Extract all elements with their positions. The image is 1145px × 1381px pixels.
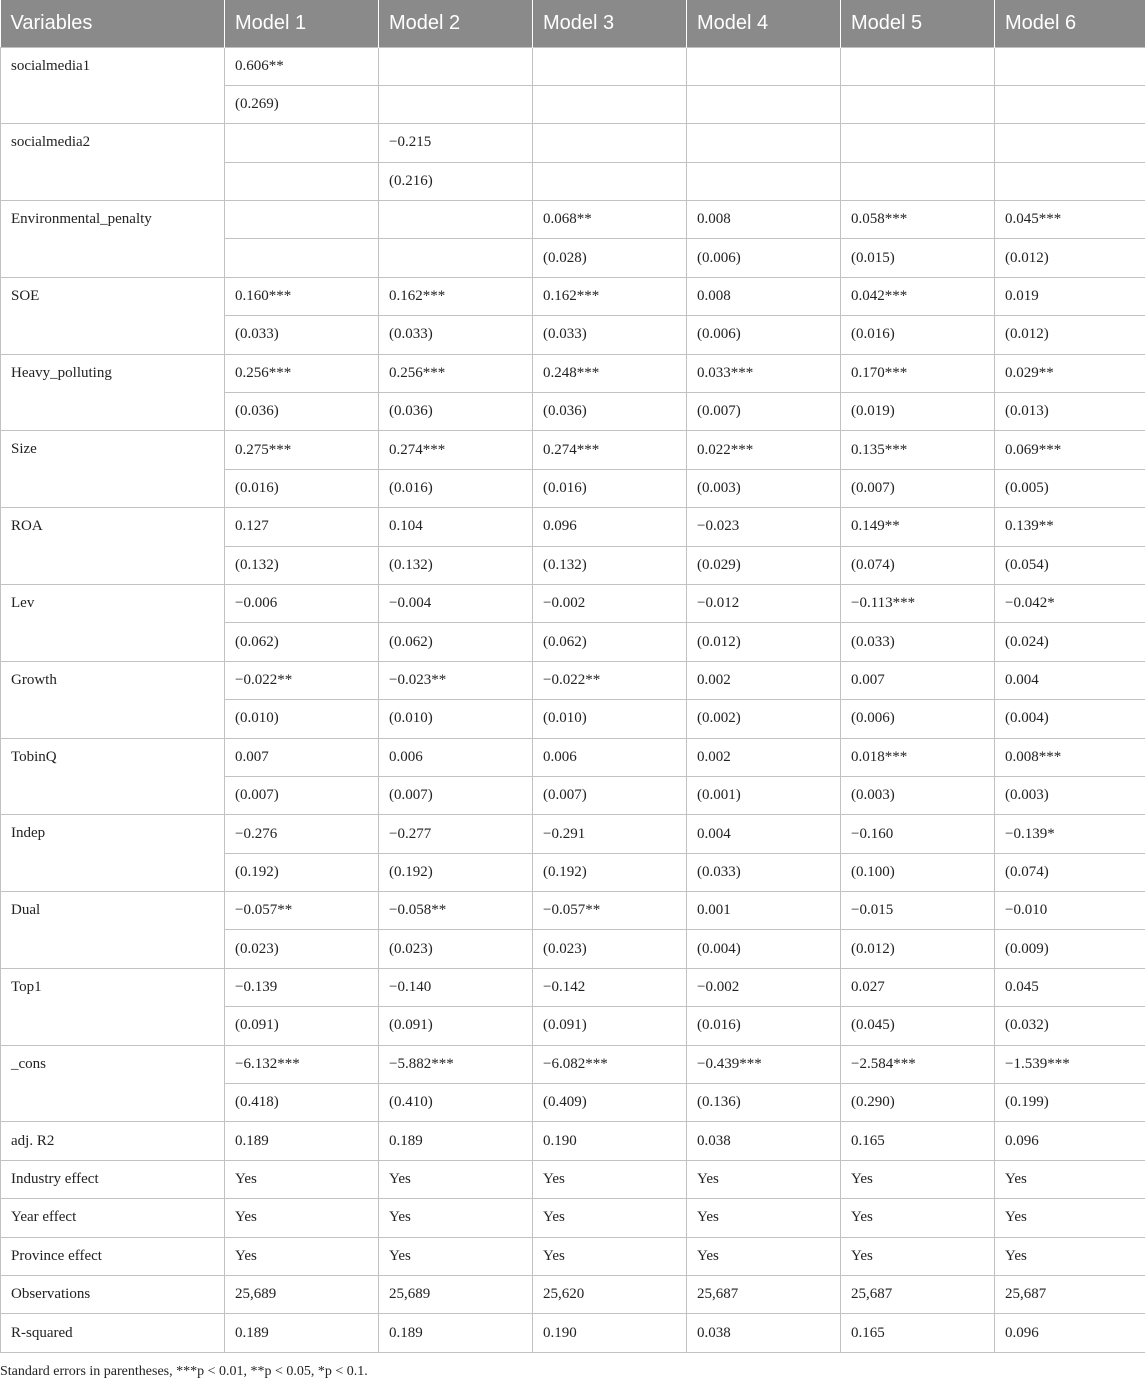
coef-cell: 0.029** <box>995 354 1145 392</box>
coef-cell: 0.149** <box>841 508 995 546</box>
coef-cell: −0.002 <box>687 968 841 1006</box>
coef-cell: 0.274*** <box>533 431 687 469</box>
coef-cell: −0.276 <box>225 815 379 853</box>
coef-cell: −0.139 <box>225 968 379 1006</box>
se-cell: (0.036) <box>533 393 687 431</box>
coef-cell: 0.042*** <box>841 277 995 315</box>
coef-cell: 0.004 <box>687 815 841 853</box>
coef-cell: 0.275*** <box>225 431 379 469</box>
stat-value-cell: 25,687 <box>687 1276 841 1314</box>
coef-cell: −0.057** <box>533 892 687 930</box>
coef-cell: 0.160*** <box>225 277 379 315</box>
table-body <box>1 47 1145 1352</box>
coef-cell: 0.127 <box>225 508 379 546</box>
table-header <box>1 0 1145 47</box>
coef-cell <box>379 201 533 239</box>
se-cell: (0.033) <box>533 316 687 354</box>
stat-value-cell: 0.165 <box>841 1122 995 1160</box>
stat-value-cell: Yes <box>841 1237 995 1275</box>
coef-cell <box>533 124 687 162</box>
stat-value-cell: Yes <box>841 1160 995 1198</box>
se-cell: (0.007) <box>225 776 379 814</box>
stat-value-cell: 25,689 <box>379 1276 533 1314</box>
se-cell: (0.192) <box>225 853 379 891</box>
coef-cell <box>225 124 379 162</box>
stat-value-cell: 25,687 <box>841 1276 995 1314</box>
stat-value-cell: Yes <box>533 1160 687 1198</box>
se-cell: (0.010) <box>379 700 533 738</box>
se-cell: (0.192) <box>379 853 533 891</box>
coef-cell: 0.256*** <box>379 354 533 392</box>
stat-value-cell: 0.096 <box>995 1314 1145 1352</box>
variable-name-cell: _cons <box>1 1045 225 1122</box>
coef-cell <box>687 124 841 162</box>
coef-cell: 0.004 <box>995 661 1145 699</box>
coef-cell: 0.006 <box>379 738 533 776</box>
coef-cell: −0.291 <box>533 815 687 853</box>
se-cell: (0.074) <box>995 853 1145 891</box>
se-cell: (0.132) <box>533 546 687 584</box>
variable-name-cell: Environmental_penalty <box>1 201 225 278</box>
stat-label-cell: adj. R2 <box>1 1122 225 1160</box>
stat-label-cell: Industry effect <box>1 1160 225 1198</box>
coef-cell: 0.058*** <box>841 201 995 239</box>
header-model-1: Model 1 <box>225 0 379 47</box>
stat-row <box>1 1160 1145 1198</box>
stat-value-cell: Yes <box>225 1160 379 1198</box>
se-cell: (0.062) <box>533 623 687 661</box>
se-cell: (0.003) <box>687 469 841 507</box>
coef-row <box>1 661 1145 699</box>
se-cell: (0.062) <box>379 623 533 661</box>
coef-cell: 0.002 <box>687 661 841 699</box>
se-cell: (0.032) <box>995 1007 1145 1045</box>
se-cell: (0.001) <box>687 776 841 814</box>
variable-name-cell: Growth <box>1 661 225 738</box>
se-cell: (0.024) <box>995 623 1145 661</box>
coef-cell: 0.274*** <box>379 431 533 469</box>
coef-cell: 0.033*** <box>687 354 841 392</box>
stat-value-cell: Yes <box>841 1199 995 1237</box>
se-cell: (0.091) <box>379 1007 533 1045</box>
table-footnote: Standard errors in parentheses, ***p < 0.01, **p < 0.05, *p < 0.1. <box>0 1364 368 1379</box>
coef-cell: −0.142 <box>533 968 687 1006</box>
coef-cell: −0.006 <box>225 584 379 622</box>
se-cell: (0.012) <box>995 316 1145 354</box>
stat-label-cell: R-squared <box>1 1314 225 1352</box>
stat-value-cell: 25,689 <box>225 1276 379 1314</box>
coef-cell: −0.012 <box>687 584 841 622</box>
header-variables: Variables <box>1 0 225 47</box>
variable-name-cell: Indep <box>1 815 225 892</box>
se-cell: (0.006) <box>687 239 841 277</box>
coef-cell <box>379 47 533 85</box>
coef-cell: 0.007 <box>841 661 995 699</box>
coef-row <box>1 815 1145 853</box>
stat-value-cell: 0.189 <box>379 1122 533 1160</box>
se-cell: (0.418) <box>225 1084 379 1122</box>
coef-row <box>1 738 1145 776</box>
se-cell: (0.007) <box>533 776 687 814</box>
coef-cell: 0.248*** <box>533 354 687 392</box>
coef-cell: −0.022** <box>225 661 379 699</box>
stat-value-cell: Yes <box>687 1199 841 1237</box>
stat-value-cell: 0.190 <box>533 1122 687 1160</box>
variable-name-cell: Lev <box>1 584 225 661</box>
coef-cell: 0.606** <box>225 47 379 85</box>
coef-cell <box>533 47 687 85</box>
coef-cell: 0.008*** <box>995 738 1145 776</box>
coef-cell: −0.023** <box>379 661 533 699</box>
coef-cell: 0.256*** <box>225 354 379 392</box>
coef-row <box>1 124 1145 162</box>
header-model-6: Model 6 <box>995 0 1145 47</box>
se-cell: (0.036) <box>225 393 379 431</box>
se-cell: (0.409) <box>533 1084 687 1122</box>
coef-cell: −6.082*** <box>533 1045 687 1083</box>
se-cell: (0.033) <box>379 316 533 354</box>
se-cell: (0.028) <box>533 239 687 277</box>
coef-cell: 0.008 <box>687 201 841 239</box>
se-cell: (0.003) <box>995 776 1145 814</box>
se-cell: (0.004) <box>687 930 841 968</box>
se-cell: (0.045) <box>841 1007 995 1045</box>
se-cell: (0.132) <box>225 546 379 584</box>
coef-cell: 0.006 <box>533 738 687 776</box>
variable-name-cell: TobinQ <box>1 738 225 815</box>
coef-cell <box>995 47 1145 85</box>
se-cell: (0.016) <box>841 316 995 354</box>
coef-cell: 0.068** <box>533 201 687 239</box>
se-cell <box>995 162 1145 200</box>
coef-row <box>1 968 1145 1006</box>
coef-row <box>1 508 1145 546</box>
stat-value-cell: Yes <box>687 1160 841 1198</box>
variable-name-cell: socialmedia1 <box>1 47 225 124</box>
coef-row <box>1 354 1145 392</box>
coef-cell: 0.162*** <box>379 277 533 315</box>
coef-row <box>1 431 1145 469</box>
coef-cell: 0.001 <box>687 892 841 930</box>
stat-value-cell: Yes <box>379 1237 533 1275</box>
coef-cell: 0.018*** <box>841 738 995 776</box>
stat-value-cell: Yes <box>379 1199 533 1237</box>
se-cell: (0.016) <box>687 1007 841 1045</box>
stat-value-cell: 25,687 <box>995 1276 1145 1314</box>
coef-cell: 0.135*** <box>841 431 995 469</box>
stat-row <box>1 1237 1145 1275</box>
coef-cell: −0.113*** <box>841 584 995 622</box>
stat-value-cell: 0.096 <box>995 1122 1145 1160</box>
se-cell: (0.010) <box>225 700 379 738</box>
se-cell: (0.012) <box>995 239 1145 277</box>
stat-value-cell: 0.038 <box>687 1122 841 1160</box>
se-cell: (0.002) <box>687 700 841 738</box>
se-cell: (0.033) <box>687 853 841 891</box>
se-cell: (0.016) <box>379 469 533 507</box>
se-cell: (0.029) <box>687 546 841 584</box>
se-cell: (0.009) <box>995 930 1145 968</box>
se-cell <box>379 85 533 123</box>
coef-cell: −0.058** <box>379 892 533 930</box>
se-cell: (0.192) <box>533 853 687 891</box>
coef-cell: 0.170*** <box>841 354 995 392</box>
coef-row <box>1 892 1145 930</box>
se-cell <box>225 162 379 200</box>
se-cell: (0.007) <box>687 393 841 431</box>
se-cell <box>379 239 533 277</box>
se-cell: (0.013) <box>995 393 1145 431</box>
stat-label-cell: Observations <box>1 1276 225 1314</box>
coef-cell <box>687 47 841 85</box>
stat-row <box>1 1314 1145 1352</box>
coef-cell: −0.277 <box>379 815 533 853</box>
coef-cell: 0.104 <box>379 508 533 546</box>
header-model-4: Model 4 <box>687 0 841 47</box>
coef-cell: 0.162*** <box>533 277 687 315</box>
coef-cell: −2.584*** <box>841 1045 995 1083</box>
se-cell: (0.019) <box>841 393 995 431</box>
se-cell: (0.016) <box>533 469 687 507</box>
coef-cell: 0.139** <box>995 508 1145 546</box>
coef-cell: −0.215 <box>379 124 533 162</box>
header-model-3: Model 3 <box>533 0 687 47</box>
coef-cell: −6.132*** <box>225 1045 379 1083</box>
se-cell: (0.036) <box>379 393 533 431</box>
coef-cell <box>995 124 1145 162</box>
stat-label-cell: Year effect <box>1 1199 225 1237</box>
se-cell <box>533 162 687 200</box>
se-cell: (0.016) <box>225 469 379 507</box>
se-cell: (0.015) <box>841 239 995 277</box>
se-cell <box>995 85 1145 123</box>
coef-cell <box>225 201 379 239</box>
se-cell: (0.023) <box>533 930 687 968</box>
se-cell: (0.006) <box>687 316 841 354</box>
stat-value-cell: Yes <box>379 1160 533 1198</box>
se-cell: (0.199) <box>995 1084 1145 1122</box>
se-cell: (0.003) <box>841 776 995 814</box>
coef-cell: 0.007 <box>225 738 379 776</box>
variable-name-cell: socialmedia2 <box>1 124 225 201</box>
stat-row <box>1 1122 1145 1160</box>
variable-name-cell: Heavy_polluting <box>1 354 225 431</box>
coef-row <box>1 1045 1145 1083</box>
coef-cell: −0.139* <box>995 815 1145 853</box>
stat-value-cell: 0.189 <box>225 1314 379 1352</box>
coef-cell: −5.882*** <box>379 1045 533 1083</box>
coef-row <box>1 584 1145 622</box>
se-cell: (0.290) <box>841 1084 995 1122</box>
stat-value-cell: Yes <box>995 1237 1145 1275</box>
coef-row <box>1 47 1145 85</box>
se-cell <box>841 162 995 200</box>
coef-cell: 0.027 <box>841 968 995 1006</box>
se-cell: (0.410) <box>379 1084 533 1122</box>
coef-row <box>1 201 1145 239</box>
stat-value-cell: Yes <box>995 1160 1145 1198</box>
se-cell: (0.269) <box>225 85 379 123</box>
stat-value-cell: 0.190 <box>533 1314 687 1352</box>
stat-value-cell: 0.165 <box>841 1314 995 1352</box>
coef-cell: 0.019 <box>995 277 1145 315</box>
se-cell: (0.132) <box>379 546 533 584</box>
se-cell <box>533 85 687 123</box>
coef-cell: 0.096 <box>533 508 687 546</box>
variable-name-cell: ROA <box>1 508 225 585</box>
coef-cell: −0.042* <box>995 584 1145 622</box>
coef-cell: −0.439*** <box>687 1045 841 1083</box>
header-row <box>1 0 1145 47</box>
se-cell: (0.136) <box>687 1084 841 1122</box>
header-model-5: Model 5 <box>841 0 995 47</box>
coef-cell: 0.022*** <box>687 431 841 469</box>
stat-value-cell: 0.189 <box>379 1314 533 1352</box>
coef-row <box>1 277 1145 315</box>
coef-cell: −0.057** <box>225 892 379 930</box>
se-cell <box>687 85 841 123</box>
stat-value-cell: Yes <box>225 1237 379 1275</box>
se-cell: (0.074) <box>841 546 995 584</box>
se-cell: (0.010) <box>533 700 687 738</box>
se-cell: (0.091) <box>533 1007 687 1045</box>
stat-value-cell: Yes <box>687 1237 841 1275</box>
se-cell: (0.004) <box>995 700 1145 738</box>
coef-cell: 0.002 <box>687 738 841 776</box>
variable-name-cell: Dual <box>1 892 225 969</box>
se-cell <box>687 162 841 200</box>
coef-cell: −0.022** <box>533 661 687 699</box>
stat-value-cell: 0.038 <box>687 1314 841 1352</box>
se-cell: (0.012) <box>841 930 995 968</box>
coef-cell: −0.002 <box>533 584 687 622</box>
coef-cell: −0.015 <box>841 892 995 930</box>
se-cell: (0.007) <box>379 776 533 814</box>
variable-name-cell: Size <box>1 431 225 508</box>
coef-cell: −0.140 <box>379 968 533 1006</box>
se-cell: (0.033) <box>841 623 995 661</box>
stat-value-cell: 0.189 <box>225 1122 379 1160</box>
se-cell: (0.023) <box>225 930 379 968</box>
se-cell: (0.012) <box>687 623 841 661</box>
coef-cell: −1.539*** <box>995 1045 1145 1083</box>
coef-cell: −0.004 <box>379 584 533 622</box>
se-cell: (0.006) <box>841 700 995 738</box>
se-cell: (0.023) <box>379 930 533 968</box>
coef-cell: −0.160 <box>841 815 995 853</box>
coef-cell: 0.045 <box>995 968 1145 1006</box>
se-cell <box>841 85 995 123</box>
se-cell: (0.054) <box>995 546 1145 584</box>
se-cell: (0.216) <box>379 162 533 200</box>
coef-cell <box>841 47 995 85</box>
coef-cell <box>841 124 995 162</box>
stat-row <box>1 1276 1145 1314</box>
se-cell: (0.005) <box>995 469 1145 507</box>
stat-value-cell: 25,620 <box>533 1276 687 1314</box>
stat-value-cell: Yes <box>533 1199 687 1237</box>
coef-cell: −0.023 <box>687 508 841 546</box>
coef-cell: −0.010 <box>995 892 1145 930</box>
se-cell: (0.033) <box>225 316 379 354</box>
se-cell: (0.007) <box>841 469 995 507</box>
se-cell: (0.062) <box>225 623 379 661</box>
se-cell: (0.100) <box>841 853 995 891</box>
header-model-2: Model 2 <box>379 0 533 47</box>
variable-name-cell: Top1 <box>1 968 225 1045</box>
coef-cell: 0.045*** <box>995 201 1145 239</box>
stat-value-cell: Yes <box>225 1199 379 1237</box>
se-cell: (0.091) <box>225 1007 379 1045</box>
se-cell <box>225 239 379 277</box>
stat-label-cell: Province effect <box>1 1237 225 1275</box>
variable-name-cell: SOE <box>1 277 225 354</box>
stat-row <box>1 1199 1145 1237</box>
stat-value-cell: Yes <box>995 1199 1145 1237</box>
coef-cell: 0.008 <box>687 277 841 315</box>
coef-cell: 0.069*** <box>995 431 1145 469</box>
stat-value-cell: Yes <box>533 1237 687 1275</box>
